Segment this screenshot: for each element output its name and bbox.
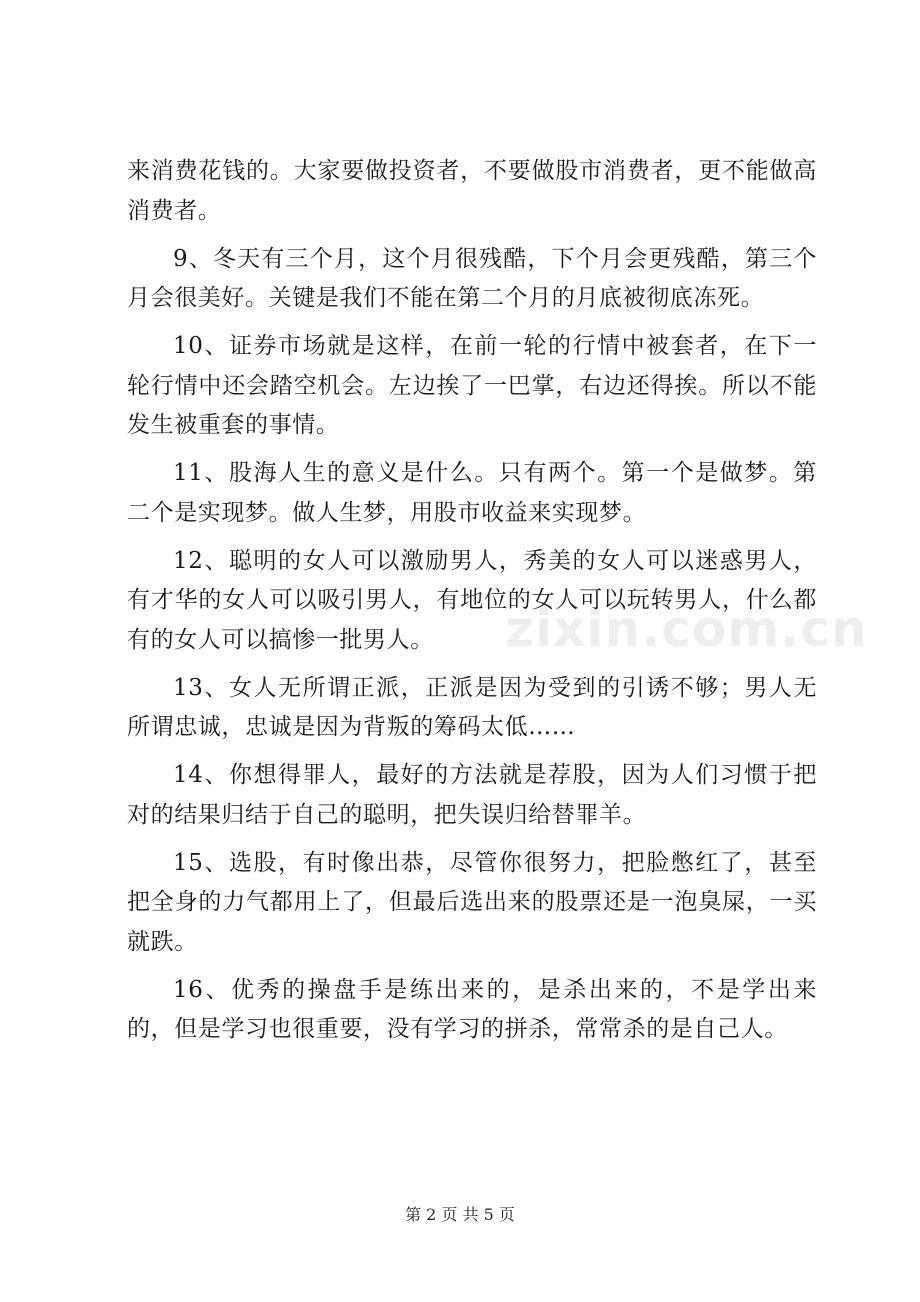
paragraph-10: 10、证券市场就是这样，在前一轮的行情中被套者，在下一轮行情中还会踏空机会。左边挨了一巴掌，右边还得挨。所以不能发生被重套的事情。 — [127, 333, 817, 438]
paragraph-13: 13、女人无所谓正派，正派是因为受到的引诱不够；男人无所谓忠诚，忠诚是因为背叛的筹码太低…… — [127, 674, 817, 740]
paragraph-12: 12、聪明的女人可以激励男人，秀美的女人可以迷惑男人，有才华的女人可以吸引男人，有地位的女人可以玩转男人，什么都有的女人可以搞惨一批男人。 — [127, 547, 817, 653]
paragraph-11: 11、股海人生的意义是什么。只有两个。第一个是做梦。第二个是实现梦。做人生梦，用股市收益来实现梦。 — [127, 460, 817, 526]
paragraph-continuation: 来消费花钱的。大家要做投资者，不要做股市消费者，更不能做高消费者。 — [127, 158, 817, 224]
watermark: zixin.com.cn — [505, 600, 868, 658]
paragraph-14: 14、你想得罪人，最好的方法就是荐股，因为人们习惯于把对的结果归结于自己的聪明，把失误归给替罪羊。 — [127, 762, 817, 828]
paragraph-15: 15、选股，有时像出恭，尽管你很努力，把脸憋红了，甚至把全身的力气都用上了，但最后选出来的股票还是一泡臭屎，一买就跌。 — [127, 849, 817, 955]
paragraph-9: 9、冬天有三个月，这个月很残酷，下个月会更残酷，第三个月会很美好。关键是我们不能在第二个月的月底被彻底冻死。 — [127, 245, 817, 311]
page-footer — [0, 1202, 920, 1225]
page-number: 第 2 页 共 5 页 — [405, 1205, 515, 1224]
body-text — [127, 152, 817, 1058]
paragraph-16: 16、优秀的操盘手是练出来的，是杀出来的，不是学出来的，但是学习也很重要，没有学习的拼杀，常常杀的是自己人。 — [127, 976, 817, 1042]
